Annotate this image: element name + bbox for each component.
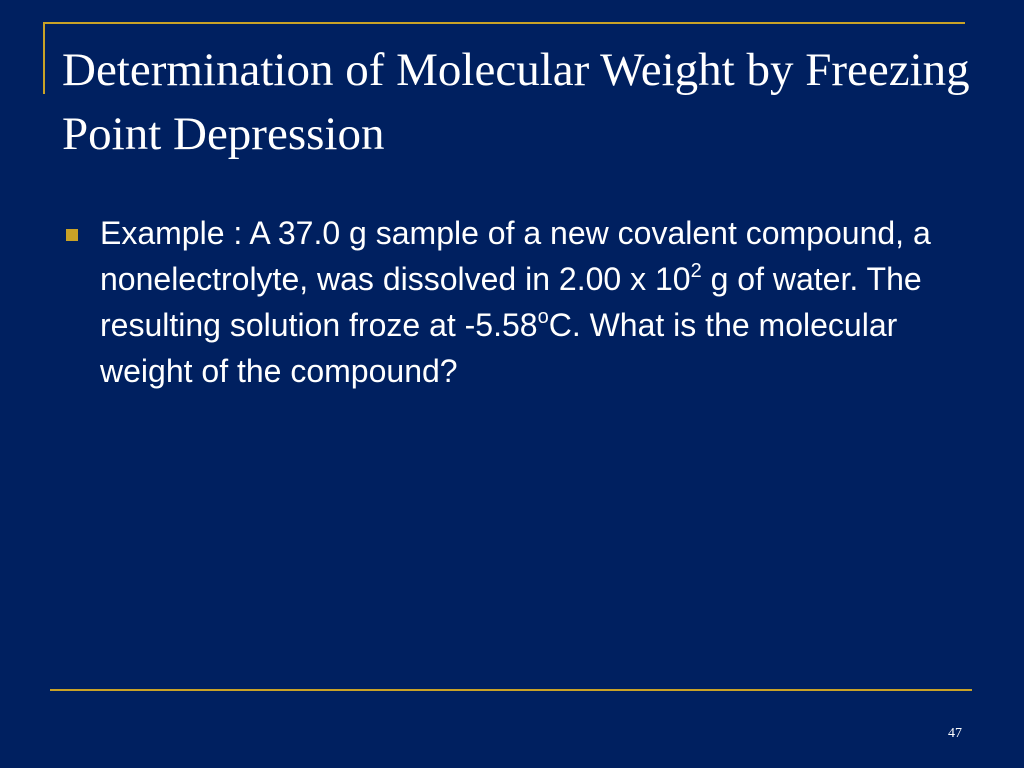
bullet-item <box>62 210 972 394</box>
slide-number: 47 <box>948 726 962 741</box>
top-rule <box>43 22 965 24</box>
slide-title: Determination of Molecular Weight by Freezing Point Depression <box>62 44 970 160</box>
bullet-text-part: g of water. The resulting solution froze at -5.58 <box>100 261 922 343</box>
superscript-exponent: 2 <box>690 260 702 282</box>
left-rule <box>43 22 45 94</box>
slide-body <box>62 210 972 394</box>
square-bullet-icon <box>66 229 78 241</box>
bottom-rule <box>50 689 972 691</box>
bullet-text <box>100 215 931 389</box>
superscript-degree: o <box>537 306 549 328</box>
bullet-text-part: Example : A 37.0 g sample of a new covalent compound, a nonelectrolyte, was dissolved in 2.00 x 10 <box>100 215 931 297</box>
bullet-text-part: C. What is the molecular weight of the compound? <box>100 307 898 389</box>
